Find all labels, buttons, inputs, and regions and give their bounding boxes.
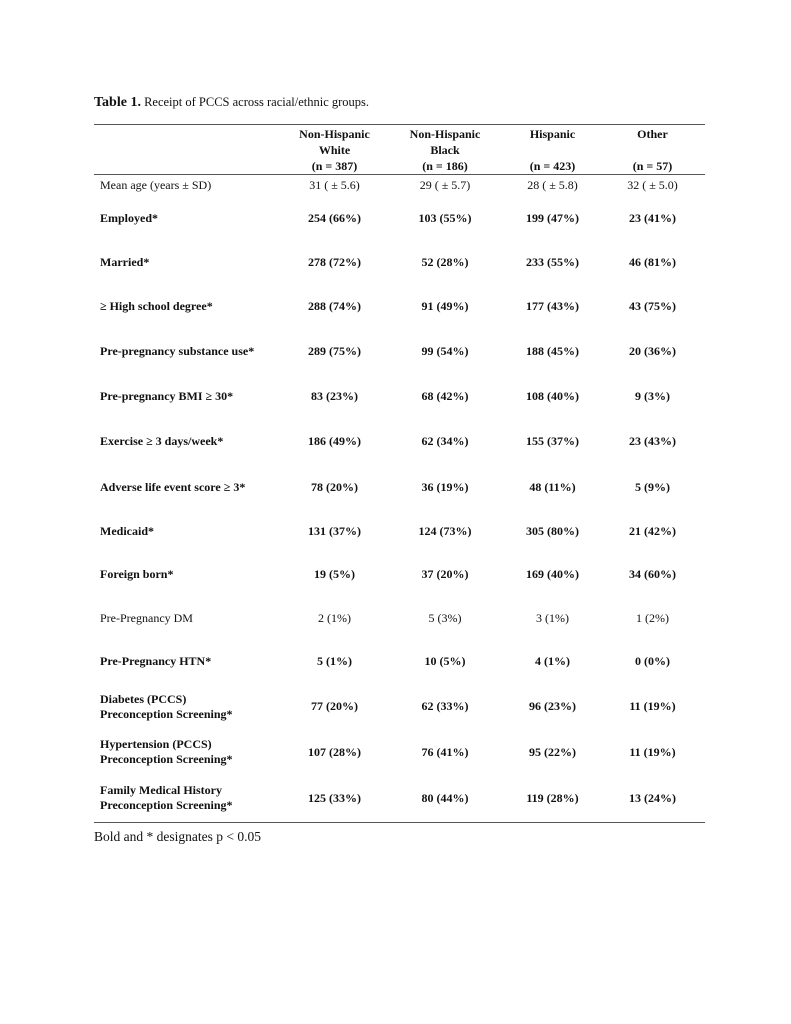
table-cell: 48 (11%): [529, 479, 576, 494]
table-row: [94, 419, 705, 465]
table-row: [94, 510, 705, 553]
column-header-line: Hispanic: [529, 127, 576, 141]
table-body: [94, 175, 705, 823]
table-cell: 119 (28%): [505, 775, 600, 823]
table-cell: 32 ( ± 5.0): [627, 178, 678, 193]
table-cell: 11 (19%): [629, 744, 676, 759]
row-label-line: Preconception Screening*: [100, 798, 233, 813]
table-cell: 77 (20%): [311, 699, 358, 713]
column-header-line: (n = 387): [311, 159, 358, 173]
row-label-line: Pre-pregnancy BMI ≥ 30*: [100, 389, 234, 403]
column-header-line: White: [318, 143, 351, 157]
table-cell: 107 (28%): [308, 744, 361, 759]
row-label-line: Pre-Pregnancy DM: [100, 610, 193, 625]
table-cell: 23 (41%): [629, 211, 676, 225]
table-cell: 91 (49%): [421, 299, 469, 313]
column-header-line: (n = 186): [422, 159, 468, 173]
table-cell: 0 (0%): [635, 654, 670, 668]
table-caption-label: Table 1.: [94, 95, 141, 110]
table-cell: 80 (44%): [385, 775, 505, 823]
column-header-line: Non-Hispanic: [299, 127, 370, 141]
table-cell: 96 (23%): [529, 699, 576, 713]
row-label: [94, 510, 284, 553]
table-row: [94, 775, 705, 823]
row-label-line: Employed*: [100, 211, 159, 225]
row-label-line: Preconception Screening*: [100, 706, 233, 721]
table-cell: 289 (75%): [308, 344, 361, 358]
table-row: [94, 175, 705, 197]
table-cell: 9 (3%): [635, 389, 670, 403]
row-label: [94, 241, 284, 285]
table-cell: 28 ( ± 5.8): [527, 178, 578, 193]
table-cell: 20 (36%): [629, 344, 676, 358]
row-label: [94, 375, 284, 419]
table-row: [94, 375, 705, 419]
row-label: [94, 730, 284, 775]
table-cell: 21 (42%): [629, 523, 676, 538]
table-cell: 254 (66%): [308, 211, 361, 225]
table-cell: 177 (43%): [526, 299, 579, 313]
column-header-line: [600, 142, 705, 158]
table-row: [94, 241, 705, 285]
row-label-line: Exercise ≥ 3 days/week*: [100, 434, 224, 448]
row-label: [94, 175, 284, 197]
table-cell: 95 (22%): [529, 744, 576, 759]
table-cell: 1 (2%): [636, 610, 669, 625]
table-row: [94, 684, 705, 730]
row-label-line: Married*: [100, 255, 150, 269]
table-cell: 169 (40%): [526, 567, 579, 581]
row-label: [94, 285, 284, 329]
table-row: [94, 285, 705, 329]
table-cell: 5 (3%): [428, 610, 462, 625]
table-cell: 62 (33%): [421, 699, 469, 713]
column-header-line: [505, 142, 600, 158]
table-cell: 19 (5%): [314, 567, 355, 581]
header-cell-label: [94, 125, 284, 175]
table-cell: 108 (40%): [526, 389, 579, 403]
table-cell: 5 (9%): [635, 479, 670, 494]
column-header-line: Non-Hispanic: [409, 127, 481, 141]
table-cell: 62 (34%): [421, 434, 469, 448]
column-header-line: (n = 423): [529, 159, 576, 173]
table-cell: 43 (75%): [629, 299, 676, 313]
row-label: [94, 419, 284, 465]
row-label: [94, 465, 284, 510]
table-cell: 23 (43%): [629, 434, 676, 448]
table-cell: 278 (72%): [308, 255, 361, 269]
table-cell: 233 (55%): [526, 255, 579, 269]
table-cell: 11 (19%): [629, 699, 676, 713]
row-label: [94, 197, 284, 241]
row-label-line: Pre-Pregnancy HTN*: [100, 654, 212, 668]
table-cell: 34 (60%): [629, 567, 676, 581]
row-label: [94, 597, 284, 640]
table-row: [94, 329, 705, 375]
table-cell: 288 (74%): [308, 299, 361, 313]
row-label-line: Foreign born*: [100, 567, 174, 581]
row-label-line: Mean age (years ± SD): [100, 178, 212, 193]
table-cell: 78 (20%): [311, 479, 358, 494]
table-cell: 36 (19%): [421, 479, 469, 494]
table-cell: 125 (33%): [284, 775, 385, 823]
table-cell: 131 (37%): [308, 523, 361, 538]
column-header-line: (n = 57): [632, 159, 673, 173]
column-header-line: Black: [430, 143, 460, 157]
row-label-line: Pre-pregnancy substance use*: [100, 344, 255, 358]
row-label-line: Adverse life event score ≥ 3*: [100, 479, 246, 494]
table-cell: 305 (80%): [526, 523, 579, 538]
table-cell: 103 (55%): [418, 211, 472, 225]
table-row: [94, 465, 705, 510]
table-cell: 13 (24%): [600, 775, 705, 823]
table-cell: 4 (1%): [535, 654, 570, 668]
pccs-table: [94, 124, 705, 823]
table-caption-text: Receipt of PCCS across racial/ethnic groups.: [140, 95, 370, 109]
table-cell: 99 (54%): [421, 344, 469, 358]
table-caption: [94, 94, 369, 111]
table-header: [94, 125, 705, 175]
table-cell: 199 (47%): [526, 211, 579, 225]
table-row: [94, 640, 705, 684]
table-row: [94, 730, 705, 775]
row-label-line: Preconception Screening*: [100, 752, 233, 766]
column-header-3: [600, 125, 705, 175]
row-label-line: ≥ High school degree*: [100, 299, 213, 313]
table-cell: 76 (41%): [421, 744, 469, 759]
row-label: [94, 329, 284, 375]
row-label: [94, 553, 284, 597]
table-cell: 46 (81%): [629, 255, 676, 269]
table-cell: 68 (42%): [421, 389, 469, 403]
table-cell: 155 (37%): [526, 434, 579, 448]
table-cell: 188 (45%): [526, 344, 579, 358]
table-row: [94, 597, 705, 640]
table-cell: 29 ( ± 5.7): [419, 178, 471, 193]
row-label-line: Diabetes (PCCS): [100, 691, 187, 706]
table-cell: 124 (73%): [418, 523, 472, 538]
table-cell: 186 (49%): [308, 434, 361, 448]
row-label-line: Hypertension (PCCS): [100, 737, 212, 751]
table-cell: 10 (5%): [424, 654, 466, 668]
table-cell: 83 (23%): [311, 389, 358, 403]
column-header-0: [284, 125, 385, 175]
column-header-1: [385, 125, 505, 175]
table-cell: 3 (1%): [536, 610, 569, 625]
table-cell: 5 (1%): [317, 654, 352, 668]
table-cell: 52 (28%): [421, 255, 469, 269]
row-label-line: Family Medical History: [100, 783, 222, 798]
table-row: [94, 553, 705, 597]
table-cell: 2 (1%): [318, 610, 351, 625]
table-row: [94, 197, 705, 241]
column-header-line: Other: [637, 127, 668, 141]
table-cell: 37 (20%): [421, 567, 469, 581]
row-label: [94, 640, 284, 684]
table-footnote: Bold and * designates p < 0.05: [94, 829, 261, 844]
column-header-2: [505, 125, 600, 175]
table-cell: 31 ( ± 5.6): [309, 178, 360, 193]
row-label: [94, 775, 284, 823]
header-row: [94, 125, 705, 175]
row-label-line: Medicaid*: [100, 523, 154, 538]
row-label: [94, 684, 284, 730]
